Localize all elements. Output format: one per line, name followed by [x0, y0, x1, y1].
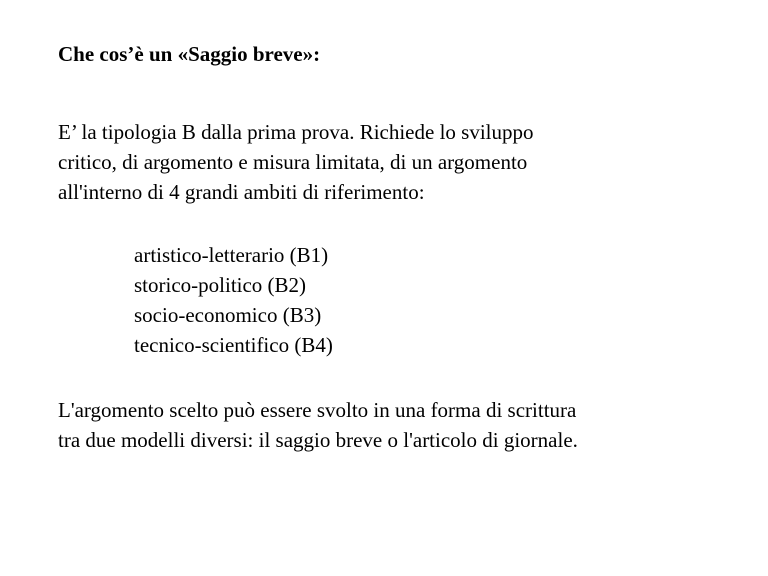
- ambiti-list: [134, 240, 333, 360]
- intro-paragraph: [58, 117, 738, 207]
- intro-line: all'interno di 4 grandi ambiti di riferimento:: [58, 180, 425, 204]
- ambito-item-b1: artistico-letterario (B1): [134, 243, 329, 267]
- ambito-item-b2: storico-politico (B2): [134, 273, 307, 297]
- intro-line: E’ la tipologia B dalla prima prova. Richiede lo sviluppo: [58, 120, 534, 144]
- intro-line: critico, di argomento e misura limitata, di un argomento: [58, 150, 528, 174]
- closing-line: tra due modelli diversi: il saggio breve o l'articolo di giornale.: [58, 428, 578, 452]
- slide-title: Che cos’è un «Saggio breve»:: [58, 42, 321, 66]
- ambito-item-b3: socio-economico (B3): [134, 303, 322, 327]
- closing-paragraph: [58, 395, 748, 455]
- closing-line: L'argomento scelto può essere svolto in una forma di scrittura: [58, 398, 577, 422]
- ambito-item-b4: tecnico-scientifico (B4): [134, 333, 333, 357]
